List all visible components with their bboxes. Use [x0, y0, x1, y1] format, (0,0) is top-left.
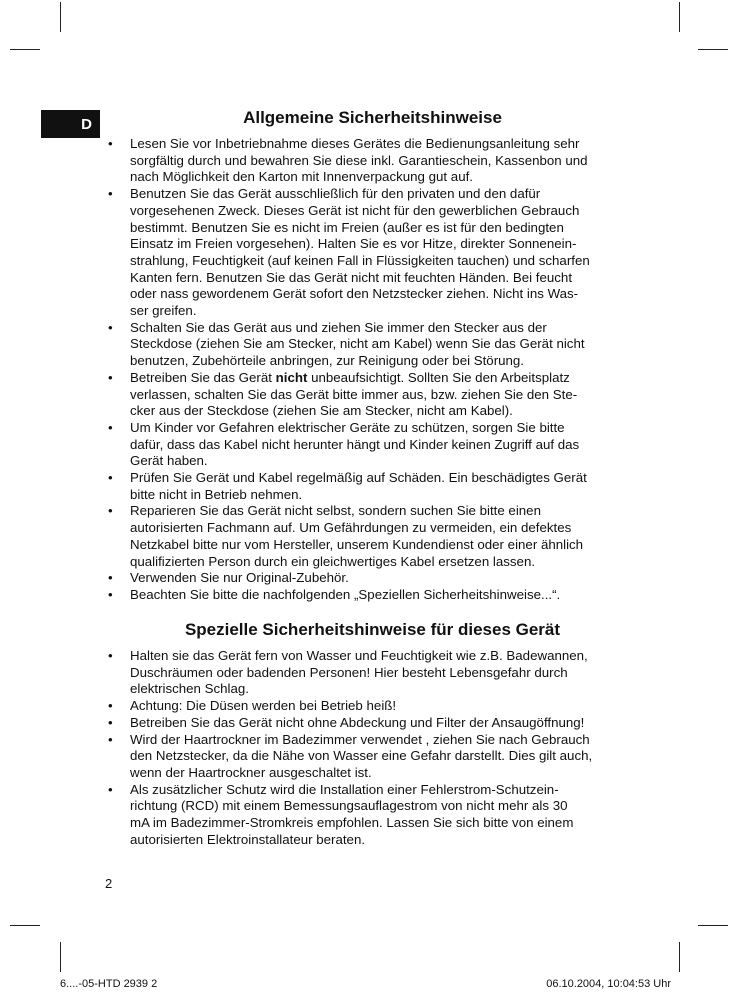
list-item-line: sorgfältig durch und bewahren Sie diese inkl. Garantieschein, Kassenbon und: [130, 152, 588, 168]
list-item-line: verlassen, schalten Sie das Gerät bitte immer aus, bzw. ziehen Sie den Ste-: [130, 386, 578, 402]
list-item-line: autorisierten Fachmann auf. Um Gefährdungen zu vermeiden, ein defektes: [130, 520, 572, 536]
bullet-icon: •: [108, 586, 113, 602]
list-item-line: Lesen Sie vor Inbetriebnahme dieses Gerätes die Bedienungsanleitung sehr: [130, 136, 580, 151]
bullet-icon: •: [108, 698, 113, 714]
general-safety-list: [108, 136, 648, 604]
list-item-line: cker aus der Steckdose (ziehen Sie am Stecker, nicht am Kabel).: [130, 403, 513, 419]
list-item-line: mA im Badezimmer-Stromkreis empfohlen. Lassen Sie sich bitte von einem: [130, 815, 574, 831]
bullet-icon: •: [108, 419, 113, 435]
crop-mark-right-bottom: [698, 925, 728, 926]
list-item-line: Achtung: Die Düsen werden bei Betrieb heiß!: [130, 698, 397, 714]
list-item: [108, 186, 648, 320]
list-item: [108, 503, 648, 570]
list-item-line: Beachten Sie bitte die nachfolgenden „Speziellen Sicherheitshinweise...“.: [130, 586, 561, 602]
list-item: [108, 320, 648, 370]
list-item-line: elektrischen Schlag.: [130, 681, 249, 697]
list-item-line: richtung (RCD) mit einem Bemessungsauflagestrom von nicht mehr als 30: [130, 798, 568, 814]
list-item-line: Steckdose (ziehen Sie am Stecker, nicht am Kabel) wenn Sie das Gerät nicht: [130, 336, 585, 352]
section-title-special: Spezielle Sicherheitshinweise für dieses Gerät: [184, 620, 561, 639]
list-item: [108, 698, 648, 715]
crop-mark-bottom-right: [679, 942, 680, 972]
bullet-icon: •: [108, 648, 113, 663]
list-item-line: ser greifen.: [130, 303, 197, 319]
list-item: [108, 715, 648, 732]
list-item-line: Kanten fern. Benutzen Sie das Gerät nicht mit feuchten Händen. Bei feucht: [130, 269, 573, 285]
special-safety-list: [108, 648, 648, 848]
crop-mark-left-bottom: [10, 925, 40, 926]
list-item-line: Gerät haben.: [130, 453, 208, 469]
emphasis-text: nicht: [275, 369, 308, 385]
list-item-line: Verwenden Sie nur Original-Zubehör.: [130, 570, 349, 586]
list-item-line: oder nass gewordenem Gerät sofort den Netzstecker ziehen. Nicht ins Was-: [130, 286, 579, 302]
bullet-icon: •: [108, 714, 113, 730]
list-item: [108, 648, 648, 698]
list-item-line: den Netzstecker, da die Nähe von Wasser eine Gefahr darstellt. Dies gilt auch,: [130, 748, 593, 764]
list-item-line: Prüfen Sie Gerät und Kabel regelmäßig auf Schäden. Ein beschädigtes Gerät: [130, 470, 587, 486]
list-item: [108, 732, 648, 782]
list-item-line: Schalten Sie das Gerät aus und ziehen Sie immer den Stecker aus der: [130, 319, 547, 335]
list-item-line: Um Kinder vor Gefahren elektrischer Geräte zu schützen, sorgen Sie bitte: [130, 419, 565, 435]
footer-left: 6....-05-HTD 2939 2: [60, 978, 158, 990]
footer-right: 06.10.2004, 10:04:53 Uhr: [546, 978, 671, 990]
language-tab: [41, 110, 100, 138]
list-item-line: autorisierten Elektroinstallateur beraten.: [130, 831, 366, 847]
list-item-line: bestimmt. Benutzen Sie es nicht im Freien (außer es ist für den bedingten: [130, 219, 564, 235]
list-item-line: Einsatz im Freien vorgesehen). Halten Sie es vor Hitze, direkter Sonnenein-: [130, 236, 577, 252]
list-item: [108, 370, 648, 420]
crop-mark-left-top: [10, 49, 40, 50]
list-item: [108, 587, 648, 604]
list-item: [108, 470, 648, 503]
list-item-line: strahlung, Feuchtigkeit (auf keinen Fall in Flüssigkeiten tauchen) und scharfen: [130, 252, 590, 268]
list-item-line: Reparieren Sie das Gerät nicht selbst, sondern suchen Sie bitte einen: [130, 503, 541, 519]
list-item-line: [130, 370, 648, 387]
list-item-line: Halten sie das Gerät fern von Wasser und Feuchtigkeit wie z.B. Badewannen,: [130, 648, 588, 663]
crop-mark-top-left: [60, 2, 61, 32]
list-item-line: vorgesehenen Zweck. Dieses Gerät ist nicht für den gewerblichen Gebrauch: [130, 202, 580, 218]
bullet-icon: •: [108, 570, 113, 586]
page-number: 2: [105, 876, 113, 891]
list-item: [108, 420, 648, 470]
bullet-icon: •: [108, 319, 113, 335]
list-item-line: Netzkabel bitte nur vom Hersteller, unserem Kundendienst oder einer ähnlich: [130, 536, 584, 552]
list-item-line: Betreiben Sie das Gerät nicht ohne Abdeckung und Filter der Ansaugöffnung!: [130, 714, 585, 730]
list-item: [108, 136, 648, 186]
bullet-icon: •: [108, 186, 113, 202]
text-run: Betreiben Sie das Gerät: [130, 369, 276, 385]
section-title-general: Allgemeine Sicherheitshinweise: [243, 108, 502, 127]
bullet-icon: •: [108, 503, 113, 519]
list-item-line: benutzen, Zubehörteile anbringen, zur Reinigung oder bei Störung.: [130, 353, 525, 369]
list-item-line: bitte nicht in Betrieb nehmen.: [130, 486, 303, 502]
list-item: [108, 782, 648, 849]
list-item-line: qualifizierten Person durch ein gleichwertiges Kabel ersetzen lassen.: [130, 553, 536, 569]
crop-mark-top-right: [679, 2, 680, 32]
crop-mark-right-top: [698, 49, 728, 50]
list-item-line: Duschräumen oder badenden Personen! Hier besteht Lebensgefahr durch: [130, 664, 568, 680]
list-item-line: wenn der Haartrockner ausgeschaltet ist.: [130, 764, 372, 780]
crop-mark-bottom-left: [60, 942, 61, 972]
bullet-icon: •: [108, 470, 113, 486]
list-item-line: Als zusätzlicher Schutz wird die Installation einer Fehlerstrom-Schutzein-: [130, 781, 559, 797]
list-item-line: Wird der Haartrockner im Badezimmer verwendet , ziehen Sie nach Gebrauch: [130, 731, 590, 747]
list-item: [108, 570, 648, 587]
bullet-icon: •: [108, 136, 113, 151]
list-item-line: nach Möglichkeit den Karton mit Innenverpackung gut auf.: [130, 169, 473, 185]
bullet-icon: •: [108, 369, 113, 385]
language-tab-label: D: [81, 115, 92, 133]
list-item-line: Benutzen Sie das Gerät ausschließlich für den privaten und den dafür: [130, 186, 541, 202]
bullet-icon: •: [108, 781, 113, 797]
list-item-line: dafür, dass das Kabel nicht herunter hängt und Kinder keinen Zugriff auf das: [130, 436, 580, 452]
text-run: unbeaufsichtigt. Sollten Sie den Arbeitsplatz: [307, 369, 570, 385]
bullet-icon: •: [108, 731, 113, 747]
